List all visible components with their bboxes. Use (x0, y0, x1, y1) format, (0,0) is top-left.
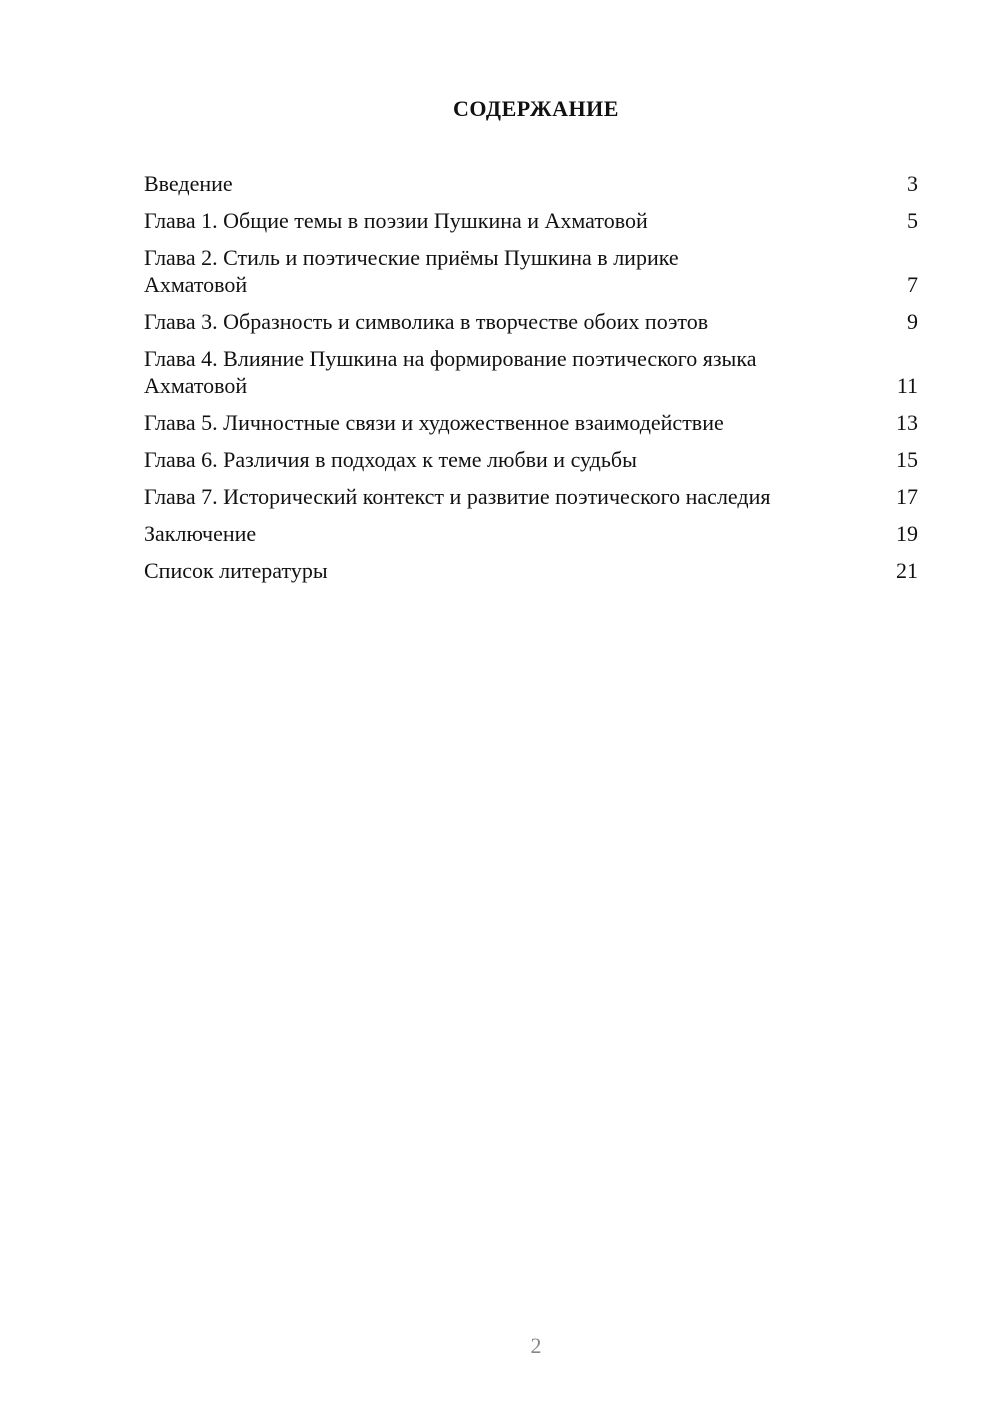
toc-entry-chapter-2 (144, 244, 918, 298)
toc-entry-text: Список литературы (144, 558, 328, 583)
toc-entry-page: 7 (907, 272, 918, 297)
toc-entry-chapter-5 (144, 409, 918, 436)
toc-entry-conclusion (144, 520, 918, 547)
page-title: СОДЕРЖАНИЕ (453, 96, 619, 121)
toc-entry-text: Заключение (144, 521, 257, 546)
toc-entry-chapter-7 (144, 483, 918, 510)
toc-entry-page: 3 (907, 171, 918, 196)
toc-entry-page: 13 (896, 410, 918, 435)
page-number: 2 (530, 1333, 542, 1358)
toc-entry-text: Глава 4. Влияние Пушкина на формирование поэтического языка Ахматовой (144, 346, 757, 398)
toc-entry-chapter-3 (144, 308, 918, 335)
toc-entry-text: Глава 5. Личностные связи и художественное взаимодействие (144, 410, 724, 435)
toc-entry-page: 21 (896, 558, 918, 583)
toc-entry-bibliography (144, 557, 918, 584)
table-of-contents (144, 170, 918, 594)
toc-entry-page: 17 (896, 484, 918, 509)
toc-entry-page: 9 (907, 309, 918, 334)
toc-entry-chapter-6 (144, 446, 918, 473)
toc-entry-text: Глава 2. Стиль и поэтические приёмы Пушкина в лирике Ахматовой (144, 245, 679, 297)
toc-entry-text: Введение (144, 171, 233, 196)
toc-entry-text: Глава 6. Различия в подходах к теме любви и судьбы (144, 447, 637, 472)
toc-entry-text: Глава 3. Образность и символика в творчестве обоих поэтов (144, 309, 709, 334)
toc-entry-page: 11 (896, 373, 918, 398)
toc-entry-introduction (144, 170, 918, 197)
toc-entry-page: 15 (896, 447, 918, 472)
toc-entry-chapter-4 (144, 345, 918, 399)
toc-entry-page: 19 (896, 521, 918, 546)
toc-entry-text: Глава 7. Исторический контекст и развитие поэтического наследия (144, 484, 771, 509)
toc-entry-chapter-1 (144, 207, 918, 234)
toc-entry-text: Глава 1. Общие темы в поэзии Пушкина и Ахматовой (144, 208, 648, 233)
toc-entry-page: 5 (907, 208, 918, 233)
